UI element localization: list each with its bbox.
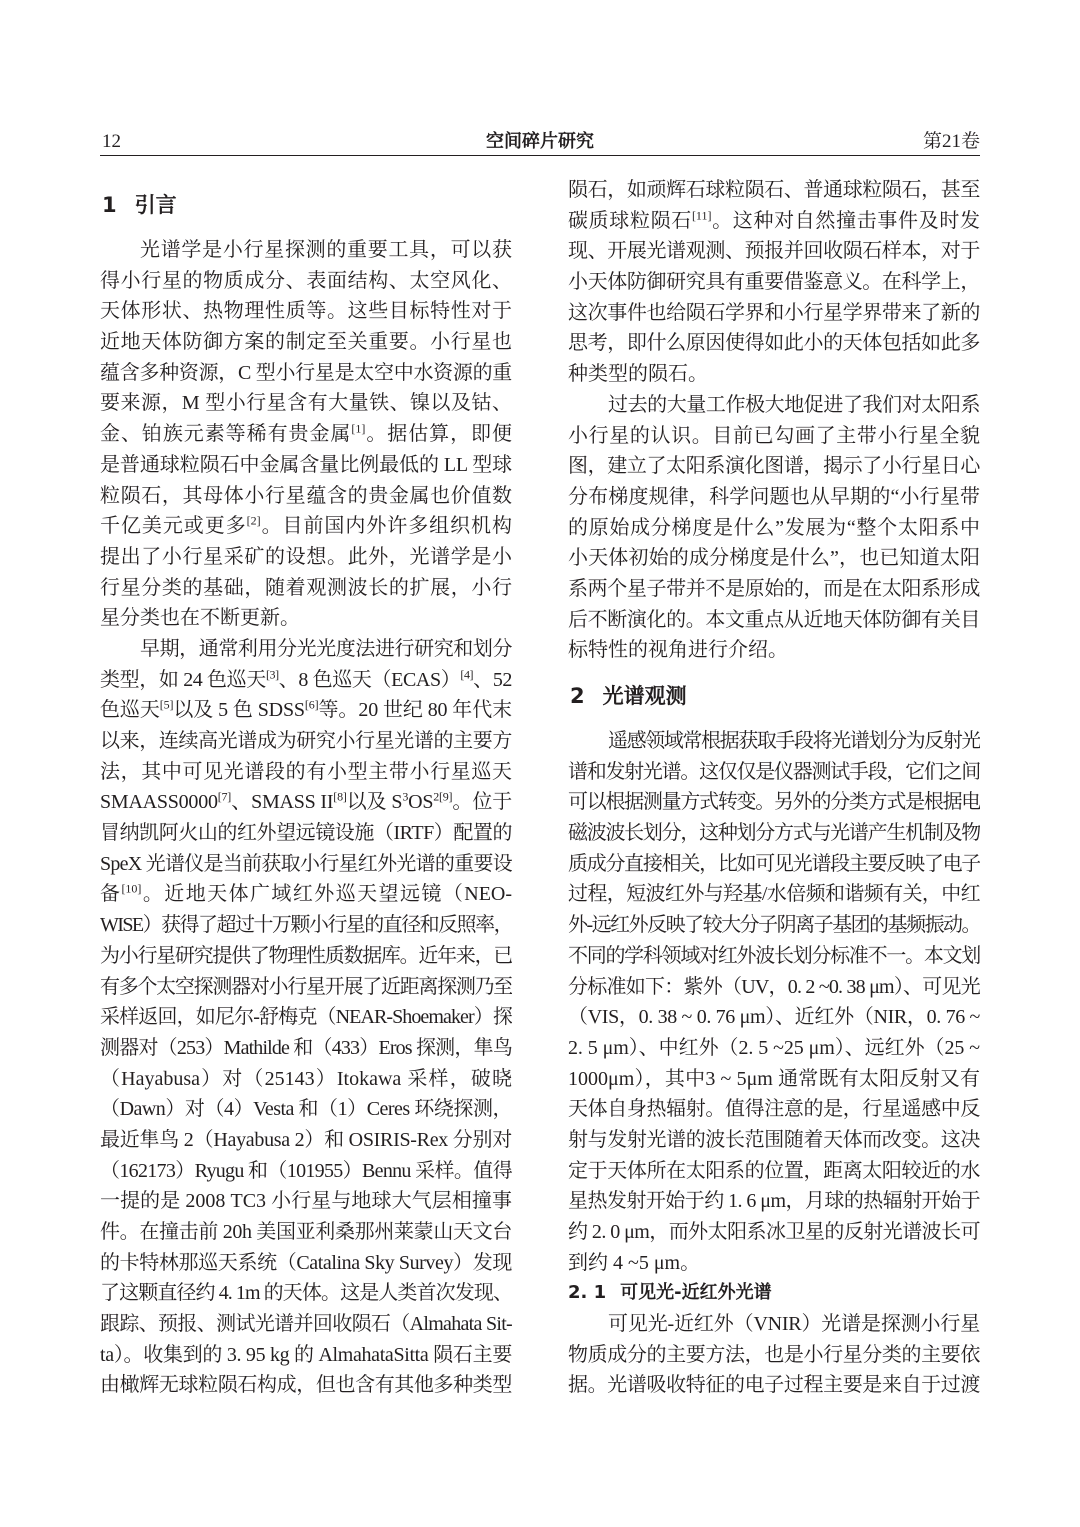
page-number: 12 <box>102 131 121 152</box>
subheading-title: 可见光-近红外光谱 <box>620 1282 772 1304</box>
text-line <box>568 175 980 206</box>
text-run: 思考，即什么原因使得如此小的天体包括如此多 <box>568 332 980 355</box>
text-line <box>568 482 980 513</box>
text-run: 了这颗直径约 4. 1m 的天体。这是人类首次发现、 <box>100 1282 512 1305</box>
text-run: 得小行星的物质成分、表面结构、太空风化、 <box>100 269 512 292</box>
paragraph <box>100 634 512 1401</box>
superscript: [11] <box>691 208 712 223</box>
text-line <box>568 605 980 636</box>
heading-number: 2 <box>570 684 585 708</box>
superscript: [6] <box>304 697 319 712</box>
text-line <box>568 879 980 910</box>
text-line <box>568 390 980 421</box>
text-line <box>100 266 512 297</box>
text-run: 光谱学是小行星探测的重要工具，可以获 <box>140 239 512 261</box>
section-heading <box>100 190 512 220</box>
text-run: 可见光-近红外（VNIR）光谱是探测小行星 <box>608 1313 980 1336</box>
text-line <box>100 511 512 542</box>
superscript: [2] <box>246 513 261 528</box>
text-run: 早期，通常利用分光光度法进行研究和划分 <box>140 637 512 660</box>
text-run: 法，其中可见光谱段的有小型主带小行星巡天 <box>100 760 512 783</box>
text-line <box>100 1370 512 1401</box>
section-heading <box>568 681 980 711</box>
text-run: 行星分类的基础，随着观测波长的扩展，小行 <box>100 576 512 599</box>
text-run: 的卡特林那巡天系统（Catalina Sky Survey）发现 <box>100 1251 512 1274</box>
text-line <box>568 941 980 972</box>
text-run: 由橄辉无球粒陨石构成，但也含有其他多种类型 <box>100 1374 512 1397</box>
text-run: 过去的大量工作极大地促进了我们对太阳系 <box>608 393 980 416</box>
text-line <box>100 1248 512 1279</box>
text-line <box>568 421 980 452</box>
text-run: 。近地天体广域红外巡天望远镜（NEO- <box>141 883 512 906</box>
text-line <box>568 574 980 605</box>
text-run: （Hayabusa）对（25143）Itokawa 采样，破晓 <box>100 1067 512 1090</box>
journal-title: 空间碎片研究 <box>486 131 594 152</box>
text-run: 冒纳凯阿火山的红外望远镜设施（IRTF）配置的 <box>100 822 512 845</box>
text-line <box>568 359 980 390</box>
text-run: 有多个太空探测器对小行星开展了近距离探测乃至 <box>100 975 512 998</box>
text-line <box>568 1125 980 1156</box>
text-run: 遥感领域常根据获取手段将光谱划分为反射光 <box>608 730 980 752</box>
text-run: 现、开展光谱观测、预报并回收陨石样本，对于 <box>568 240 980 263</box>
text-run: 最近隼鸟 2（Hayabusa 2）和 OSIRIS-Rex 分别对 <box>100 1128 512 1151</box>
text-run: 。据估算，即便 <box>365 423 512 446</box>
text-line <box>568 1340 980 1371</box>
text-line <box>100 1156 512 1187</box>
text-line <box>568 1248 980 1279</box>
text-run: 以及 5 色 SDSS <box>173 699 305 722</box>
subheading-number: 2. 1 <box>568 1282 607 1304</box>
text-line <box>100 327 512 358</box>
text-line <box>100 235 512 266</box>
text-line <box>100 388 512 419</box>
text-run: （VIS，0. 38 ~ 0. 76 μm）、近红外（NIR，0. 76 ~ <box>568 1006 980 1029</box>
text-run: 件。在撞击前 20h 美国亚利桑那州莱蒙山天文台 <box>100 1221 512 1243</box>
text-run: 天体自身热辐射。值得注意的是，行星遥感中反 <box>568 1098 980 1121</box>
text-line <box>100 1278 512 1309</box>
text-line <box>100 910 512 941</box>
text-run: 后不断演化的。本文重点从近地天体防御有关目 <box>568 608 980 631</box>
text-run: 天体形状、热物理性质等。这些目标特性对于 <box>100 300 512 323</box>
text-line <box>568 1002 980 1033</box>
text-run: 可以根据测量方式转变。另外的分类方式是根据电 <box>568 791 980 814</box>
text-line <box>568 513 980 544</box>
text-run: WISE）获得了超过十万颗小行星的直径和反照率， <box>100 914 512 937</box>
text-line <box>100 450 512 481</box>
text-line <box>568 787 980 818</box>
text-run: 千亿美元或更多 <box>100 515 247 538</box>
text-run: 据。光谱吸收特征的电子过程主要是来自于过渡 <box>568 1374 980 1397</box>
text-run: 分标准如下：紫外（UV，0. 2 ~0. 38 μm）、可见光 <box>568 975 980 998</box>
text-line <box>568 726 980 757</box>
superscript: 3 <box>402 789 409 804</box>
text-run: 、SMASS II <box>231 791 334 814</box>
text-run: （162173）Ryugu 和（101955）Bennu 采样。值得 <box>100 1159 512 1182</box>
superscript: [3] <box>265 666 279 681</box>
superscript: [1] <box>351 421 366 436</box>
text-line <box>568 818 980 849</box>
text-line <box>568 849 980 880</box>
text-line <box>568 1156 980 1187</box>
text-run: 小天体防御研究具有重要借鉴意义。在科学上， <box>568 271 980 294</box>
text-line <box>100 1340 512 1371</box>
text-run: 磁波波长划分，这种划分方式与光谱产生机制及物 <box>568 822 980 845</box>
text-line <box>100 419 512 450</box>
text-run: 星热发射开始于约 1. 6 μm，月球的热辐射开始于 <box>568 1190 980 1213</box>
text-run: 种类型的陨石。 <box>568 363 708 386</box>
text-line <box>568 1064 980 1095</box>
running-header <box>100 128 980 156</box>
text-run: 粒陨石，其母体小行星蕴含的贵金属也价值数 <box>100 484 512 507</box>
text-run: 不同的学科领域对红外波长划分标准不一。本文划 <box>568 944 980 967</box>
text-run: 以来，连续高光谱成为研究小行星光谱的主要方 <box>100 730 512 752</box>
text-run: 到约 4 ~5 μm。 <box>568 1251 701 1274</box>
text-run: 近地天体防御方案的制定至关重要。小行星也 <box>100 331 512 354</box>
text-line <box>100 849 512 880</box>
paragraph <box>568 1309 980 1401</box>
text-line <box>100 358 512 389</box>
text-line <box>100 665 512 696</box>
text-run: 陨石，如顽辉石球粒陨石、普通球粒陨石，甚至 <box>568 179 980 201</box>
text-line <box>568 206 980 237</box>
text-line <box>100 603 512 634</box>
text-line <box>568 1094 980 1125</box>
text-run: 的原始成分梯度是什么”发展为“整个太阳系中 <box>568 516 980 539</box>
text-run: 质成分直接相关，比如可见光谱段主要反映了电子 <box>568 852 980 875</box>
superscript: [4] <box>460 666 474 681</box>
text-line <box>100 726 512 757</box>
text-run: 采样返回，如尼尔-舒梅克（NEAR-Shoemaker）探 <box>100 1006 512 1029</box>
text-run: 小天体初始的成分梯度是什么”，也已知道太阳 <box>568 547 980 570</box>
text-run: 星分类也在不断更新。 <box>100 607 300 630</box>
text-line <box>100 879 512 910</box>
text-line <box>100 1094 512 1125</box>
text-run: （Dawn）对（4）Vesta 和（1）Ceres 环绕探测， <box>100 1098 512 1121</box>
text-line <box>100 296 512 327</box>
text-line <box>100 573 512 604</box>
text-line <box>100 1033 512 1064</box>
text-line <box>100 1002 512 1033</box>
text-run: 为小行星研究提供了物理性质数据库。近年来，已 <box>100 944 512 967</box>
text-run: 蕴含多种资源，C 型小行星是太空中水资源的重 <box>100 361 512 384</box>
text-run: ta）。收集到的 3. 95 kg 的 AlmahataSitta 陨石主要 <box>100 1343 512 1366</box>
text-line <box>568 757 980 788</box>
superscript: 2[9] <box>433 789 453 804</box>
volume-number: 第21卷 <box>922 131 980 152</box>
paragraph <box>568 390 980 666</box>
text-line <box>568 1370 980 1401</box>
text-run: 过程，短波红外与羟基/水倍频和谐频有关，中红 <box>568 883 980 906</box>
text-run: 是普通球粒陨石中金属含量比例最低的 LL 型球 <box>100 453 512 476</box>
text-run: 、8 色巡天（ECAS） <box>278 668 461 691</box>
text-line <box>568 1217 980 1248</box>
text-run: 测器对（253）Mathilde 和（433）Eros 探测，隼鸟 <box>100 1036 512 1059</box>
text-run: 定于天体所在太阳系的位置，距离太阳较近的水 <box>568 1159 980 1182</box>
text-line <box>100 542 512 573</box>
paragraph <box>100 235 512 634</box>
text-line <box>568 267 980 298</box>
text-line <box>568 910 980 941</box>
right-column <box>568 175 980 1401</box>
text-line <box>568 236 980 267</box>
superscript: [10] <box>121 881 142 896</box>
superscript: [8] <box>333 789 347 804</box>
text-run: 等。20 世纪 80 年代末 <box>318 699 512 722</box>
text-run: 以及 S <box>346 791 403 814</box>
text-line <box>568 1033 980 1064</box>
text-line <box>568 543 980 574</box>
text-line <box>568 1309 980 1340</box>
heading-title: 引言 <box>134 193 177 217</box>
text-run: 跟踪、预报、测试光谱并回收陨石（Almahata Sit- <box>100 1313 512 1336</box>
text-run: 约 2. 0 μm，而外太阳系冰卫星的反射光谱波长可 <box>568 1221 980 1243</box>
text-run: 1000μm），其中3 ~ 5μm 通常既有太阳反射又有 <box>568 1067 980 1090</box>
text-run: 提出了小行星采矿的设想。此外，光谱学是小 <box>100 545 512 568</box>
text-line <box>568 451 980 482</box>
text-line <box>100 787 512 818</box>
text-line <box>100 1309 512 1340</box>
text-run: 类型，如 24 色巡天 <box>100 668 266 691</box>
text-run: 小行星的认识。目前已勾画了主带小行星全貌 <box>568 424 980 447</box>
left-column <box>100 175 512 1401</box>
text-line <box>100 695 512 726</box>
text-line <box>100 941 512 972</box>
text-line <box>568 1186 980 1217</box>
paragraph <box>568 175 980 390</box>
text-run: 要来源，M 型小行星含有大量铁、镍以及钴、 <box>100 392 512 415</box>
text-line <box>100 1125 512 1156</box>
text-run: 射与发射光谱的波长范围随着天体而改变。这决 <box>568 1128 980 1151</box>
superscript: [7] <box>217 789 232 804</box>
text-run: SMAASS0000 <box>100 791 218 814</box>
text-line <box>568 635 980 666</box>
paragraph <box>568 726 980 1278</box>
text-line <box>100 757 512 788</box>
text-line <box>100 1064 512 1095</box>
text-run: 系两个星子带并不是原始的，而是在太阳系形成 <box>568 577 980 600</box>
subsection-heading <box>568 1278 980 1309</box>
text-run: 色巡天 <box>100 699 160 722</box>
heading-number: 1 <box>102 193 117 217</box>
text-line <box>100 972 512 1003</box>
text-run: 分布梯度规律，科学问题也从早期的“小行星带 <box>568 485 980 508</box>
text-run: 标特性的视角进行介绍。 <box>568 639 788 662</box>
text-run: 、52 <box>473 668 512 691</box>
text-run: 。目前国内外许多组织机构 <box>260 515 512 538</box>
text-line <box>100 1186 512 1217</box>
text-line <box>100 634 512 665</box>
text-run: 这次事件也给陨石学界和小行星学界带来了新的 <box>568 301 980 324</box>
text-line <box>100 481 512 512</box>
text-line <box>568 972 980 1003</box>
text-line <box>568 328 980 359</box>
text-run: 一提的是 2008 TC3 小行星与地球大气层相撞事 <box>100 1190 512 1213</box>
text-line <box>100 1217 512 1248</box>
text-run: 外-远红外反映了较大分子阴离子基团的基频振动。 <box>568 914 980 937</box>
text-run: 备 <box>100 883 122 906</box>
text-run: 金、铂族元素等稀有贵金属 <box>100 423 352 446</box>
text-run: 图，建立了太阳系演化图谱，揭示了小行星日心 <box>568 455 980 478</box>
text-run: 。位于 <box>452 791 512 814</box>
text-run: SpeX 光谱仪是当前获取小行星红外光谱的重要设 <box>100 852 512 875</box>
text-run: OS <box>408 791 434 814</box>
text-line <box>100 818 512 849</box>
text-run: 物质成分的主要方法，也是小行星分类的主要依 <box>568 1343 980 1366</box>
text-run: 谱和发射光谱。这仅仅是仪器测试手段，它们之间 <box>568 760 980 783</box>
text-run: 碳质球粒陨石 <box>568 209 692 232</box>
superscript: [5] <box>159 697 174 712</box>
text-line <box>568 298 980 329</box>
text-run: 2. 5 μm）、中红外（2. 5 ~25 μm）、远红外（25 ~ <box>568 1036 980 1059</box>
heading-title: 光谱观测 <box>602 684 687 708</box>
text-run: 。这种对自然撞击事件及时发 <box>711 209 980 232</box>
